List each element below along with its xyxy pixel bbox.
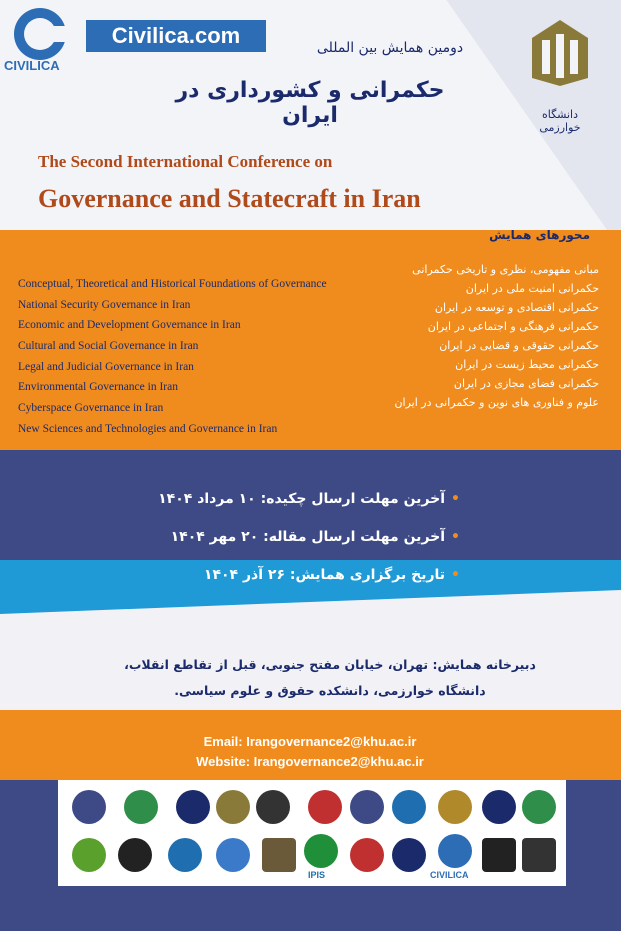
civilica-sponsor-icon	[438, 834, 472, 868]
bullet-icon: •	[451, 491, 460, 507]
sponsor-logo-icon	[176, 790, 210, 824]
sponsor-logo-icon	[124, 790, 158, 824]
website-link[interactable]: Website: Irangovernance2@khu.ac.ir	[196, 754, 424, 769]
sponsor-logo-icon	[482, 838, 516, 872]
fa-topic-item: حکمرانی اقتصادی و توسعه در ایران	[434, 301, 599, 314]
fa-topic-item: حکمرانی فضای مجازی در ایران	[453, 377, 599, 390]
date-item: •آخرین مهلت ارسال چکیده: ۱۰ مرداد ۱۴۰۴	[158, 491, 460, 507]
en-topic-item: Cyberspace Governance in Iran	[18, 402, 164, 415]
sponsor-logo-icon	[482, 790, 516, 824]
sponsor-logo-icon	[216, 790, 250, 824]
ipis-label: IPIS	[308, 870, 326, 880]
en-topic-item: Cultural and Social Governance in Iran	[18, 340, 199, 353]
en-subtitle: The Second International Conference on	[38, 152, 333, 171]
bullet-icon: •	[451, 529, 460, 545]
en-title: Governance and Statecraft in Iran	[38, 184, 421, 213]
secretariat-address: دبیرخانه همایش: تهران، خیابان مفتح جنوبی، قبل از تقاطع انقلاب، دانشگاه خوارزمی، دانشکده حقوق و علوم سیاسی.	[124, 657, 536, 698]
fa-topic-item: علوم و فناوری های نوین و حکمرانی در ایران	[394, 396, 599, 409]
en-topics-list	[18, 274, 438, 440]
fa-topic-item: مبانی مفهومی، نظری و تاریخی حکمرانی	[412, 263, 599, 276]
sponsor-logo-icon	[350, 790, 384, 824]
sponsor-logo-icon	[72, 790, 106, 824]
date-item: •آخرین مهلت ارسال مقاله: ۲۰ مهر ۱۴۰۴	[170, 529, 460, 545]
civilica-banner[interactable]: Civilica.com	[86, 20, 266, 52]
sponsor-logo-icon	[168, 838, 202, 872]
sponsor-logo-icon	[216, 838, 250, 872]
en-topic-item: Legal and Judicial Governance in Iran	[18, 360, 194, 373]
important-dates	[140, 480, 460, 594]
sponsor-logo-icon	[522, 838, 556, 872]
ipis-logo-icon	[304, 834, 338, 868]
sponsor-logo-icon	[308, 790, 342, 824]
sponsor-logo-icon	[118, 838, 152, 872]
sponsor-logo-icon	[72, 838, 106, 872]
sponsor-logo-icon	[438, 790, 472, 824]
fa-topic-item: حکمرانی حقوقی و قضایی در ایران	[439, 339, 599, 352]
date-item: •تاریخ برگزاری همایش: ۲۶ آذر ۱۴۰۴	[203, 567, 460, 583]
sponsor-logos-panel	[58, 780, 566, 886]
fa-topic-item: حکمرانی محیط زیست در ایران	[455, 358, 599, 371]
en-topic-item: Environmental Governance in Iran	[18, 381, 178, 394]
fa-subtitle: دومین همایش بین المللی	[316, 40, 464, 56]
fa-title: حکمرانی و کشورداری در ایران	[175, 78, 445, 128]
en-topic-item: Conceptual, Theoretical and Historical Foundations of Governance	[18, 278, 327, 290]
sponsor-logo-icon	[350, 838, 384, 872]
en-topic-item: Economic and Development Governance in Iran	[18, 319, 241, 332]
civilica-sponsor-label: CIVILICA	[430, 870, 469, 880]
fa-topic-item: حکمرانی فرهنگی و اجتماعی در ایران	[427, 320, 599, 333]
sponsor-logo-icon	[256, 790, 290, 824]
sponsor-logo-icon	[522, 790, 556, 824]
topics-heading: محورهای همایش	[489, 228, 590, 242]
en-topic-item: New Sciences and Technologies and Governance in Iran	[18, 422, 278, 435]
contact-info	[150, 732, 470, 772]
email-link[interactable]: Email: Irangovernance2@khu.ac.ir	[203, 734, 417, 749]
bullet-icon: •	[451, 567, 460, 583]
en-topic-item: National Security Governance in Iran	[18, 298, 191, 311]
civilica-logo-text: CIVILICA	[4, 58, 60, 73]
fa-topic-item: حکمرانی امنیت ملی در ایران	[465, 282, 599, 295]
sponsor-logo-icon	[392, 790, 426, 824]
university-name: دانشگاه خوارزمی	[539, 108, 581, 134]
university-logo-icon	[530, 18, 590, 88]
globe-icon	[392, 838, 426, 872]
sponsor-logo-icon	[262, 838, 296, 872]
